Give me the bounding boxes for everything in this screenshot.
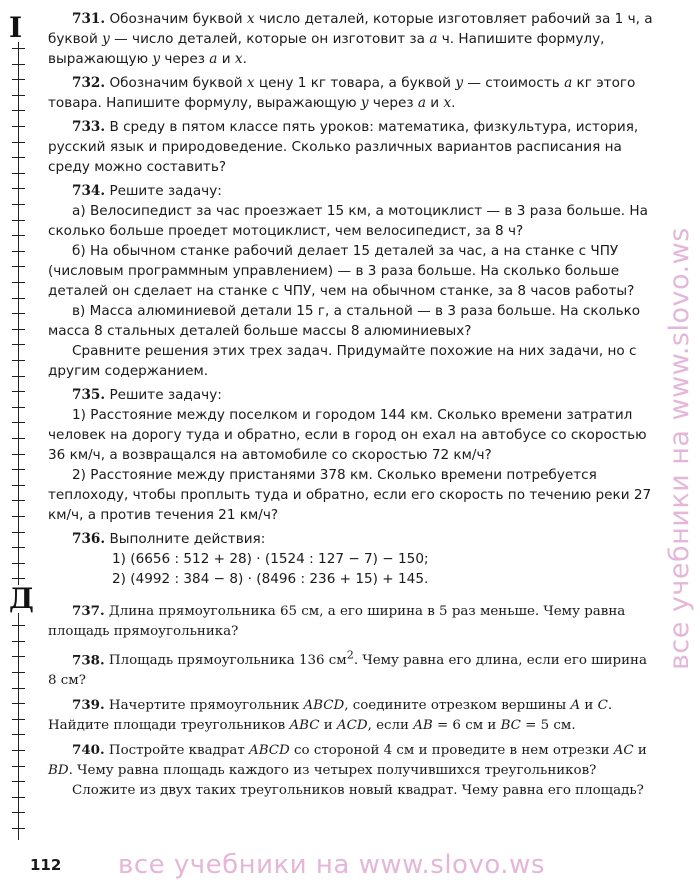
page-content [48,9,654,801]
math-var: y [102,31,110,47]
math-var: a [429,31,438,47]
expression-2: 2) (4992 : 384 − 8) · (8496 : 236 + 15) + 145. [112,571,429,587]
margin-tick [12,282,25,283]
level-marker-d: Д [9,582,34,615]
margin-tick [12,126,25,127]
problem-734-c: в) Масса алюминиевой детали 15 г, а стальной — в 3 раза больше. На сколько масса 8 стальных деталей больше массы 8 алюминиевых? [48,303,641,339]
margin-tick [12,656,25,657]
expression-1: 1) (6656 : 512 + 28) · (1524 : 127 − 7) − 150; [112,551,429,567]
side-watermark: все учебники на www.slovo.ws [664,227,695,670]
margin-tick [12,500,25,501]
problem-737 [48,601,654,642]
margin-tick [12,251,25,252]
problem-734-b: б) На обычном станке рабочий делает 15 деталей за час, а на станке с ЧПУ (числовым программным управлением) — в 3 раза больше. На сколько больше деталей он сделает на станке с ЧПУ, чем на обычном станке, за 8 часов работы? [48,243,635,299]
problem-731 [48,9,654,69]
margin-tick [12,828,25,829]
problem-number: 738. [72,652,105,669]
margin-tick [12,703,25,704]
margin-tick [12,734,25,735]
problem-739 [48,695,654,736]
margin-tick [12,376,25,377]
problem-text: В среду в пятом классе пять уроков: математика, физкультура, история, русский язык и природоведение. Сколько различных вариантов расписания на среду можно составить? [48,119,639,175]
level-marker-i: I [9,11,23,44]
problem-text: Решите задачу: [109,387,222,403]
problem-text: Начертите прямоугольник ABCD, соедините отрезком вершины A и C. Найдите площади треугольников ABC и ACD, если AB = 6 см и BC = 5 см. [48,698,613,734]
math-var: a [209,51,218,67]
math-var: AB [413,718,433,734]
margin-tick [12,157,25,158]
math-var: ABC [289,718,320,734]
problem-number: 739. [72,697,105,714]
margin-tick [12,64,25,65]
margin-tick [12,110,25,111]
margin-tick [12,750,25,751]
problem-number: 735. [72,387,106,403]
problem-text: Выполните действия: [109,531,266,547]
margin-tick [12,266,25,267]
math-var: y [152,51,161,67]
margin-tick [12,142,25,143]
problem-text: Обозначим буквой x число деталей, которые изготовляет рабочий за 1 ч, а буквой y — число деталей, которые он изготовит за a ч. Напишите формулу, выражающую y через a и x. [48,11,653,67]
problem-number: 732. [72,75,106,91]
problem-number: 737. [72,603,105,619]
math-var: ACD [336,718,368,734]
problem-735 [48,385,654,405]
margin-tick [12,188,25,189]
margin-tick [12,797,25,798]
margin-tick [12,688,25,689]
margin-tick [12,781,25,782]
margin-tick [12,204,25,205]
problem-733 [48,117,654,177]
math-var: a [564,75,573,91]
margin-tick [12,438,25,439]
math-var: a [417,95,426,111]
problem-number: 740. [72,742,105,759]
math-var: x [443,95,452,111]
margin-tick [12,625,25,626]
math-var: C [597,698,608,714]
margin-tick [12,641,25,642]
margin-tick [12,578,25,579]
margin-tick [12,485,25,486]
problem-735-2: 2) Расстояние между пристанями 378 км. Сколько времени потребуется теплоходу, чтобы проплыть туда и обратно, если его скорость по течению реки 27 км/ч, а против течения 21 км/ч? [48,467,652,523]
math-var: ABCD [303,698,345,714]
problem-number: 733. [72,119,106,135]
math-var: x [246,75,255,91]
problem-740 [48,740,654,781]
math-var: BD [48,763,69,779]
margin-tick [12,360,25,361]
problem-text: Длина прямоугольника 65 см, а его ширина в 5 раз меньше. Чему равна площадь прямоугольника? [48,604,626,639]
margin-tick [12,547,25,548]
problem-number: 731. [72,11,106,27]
problem-732 [48,73,654,113]
math-var: y [455,75,464,91]
margin-tick [12,95,25,96]
problem-735-1: 1) Расстояние между поселком и городом 144 км. Сколько времени затратил человек на дорогу туда и обратно, если в город он ехал на автобусе со скоростью 36 км/ч, а возвращался на автомобиле со скоростью 72 км/ч? [48,407,647,463]
math-var: x [234,51,243,67]
margin-tick [12,422,25,423]
margin-tick [12,766,25,767]
math-var: x [246,11,255,27]
margin-tick [12,313,25,314]
math-var: y [360,95,369,111]
margin-tick [12,48,25,49]
problem-text: Постройте квадрат ABCD со стороной 4 см и проведите в нем отрезки AC и BD. Чему равна площадь каждого из четырех получившихся треугольников? [48,743,647,779]
margin-tick [12,173,25,174]
problem-736 [48,529,654,549]
math-var: BC [500,718,521,734]
footer-watermark: все учебники на www.slovo.ws [118,850,545,880]
problem-text: Решите задачу: [109,183,222,199]
margin-tick [12,235,25,236]
margin-tick [12,298,25,299]
problem-738 [48,646,654,691]
problem-number: 734. [72,183,106,199]
margin-tick [12,220,25,221]
problem-text: Обозначим буквой x цену 1 кг товара, а буквой y — стоимость a кг этого товара. Напишите формулу, выражающую y через a и x. [48,75,636,111]
margin-tick [12,344,25,345]
margin-tick [12,532,25,533]
margin-tick [12,719,25,720]
margin-tick [12,407,25,408]
margin-tick [12,812,25,813]
margin-tick [12,454,25,455]
superscript: 2 [346,649,354,662]
math-var: ABCD [249,743,290,759]
margin-tick [12,516,25,517]
problem-number: 736. [72,531,106,547]
margin-tick [12,329,25,330]
problem-740-task: Сложите из двух таких треугольников новый квадрат. Чему равна его площадь? [72,783,644,799]
problem-734 [48,181,654,201]
math-var: AC [613,743,634,759]
math-var: A [570,698,581,714]
margin-tick [12,79,25,80]
margin-tick [12,469,25,470]
problem-text: Площадь прямоугольника 136 $см^2$. Чему равна его длина, если его ширина 8 см? [48,649,647,689]
margin-tick [12,563,25,564]
problem-734-task: Сравните решения этих трех задач. Придумайте похожие на них задачи, но с другим содержанием. [48,343,637,379]
margin-tick [12,672,25,673]
margin-tick [12,391,25,392]
page-number: 112 [30,856,62,874]
problem-734-a: а) Велосипедист за час проезжает 15 км, а мотоциклист — в 3 раза больше. На сколько больше проедет мотоциклист, чем велосипедист, за 8 ч? [48,203,648,239]
